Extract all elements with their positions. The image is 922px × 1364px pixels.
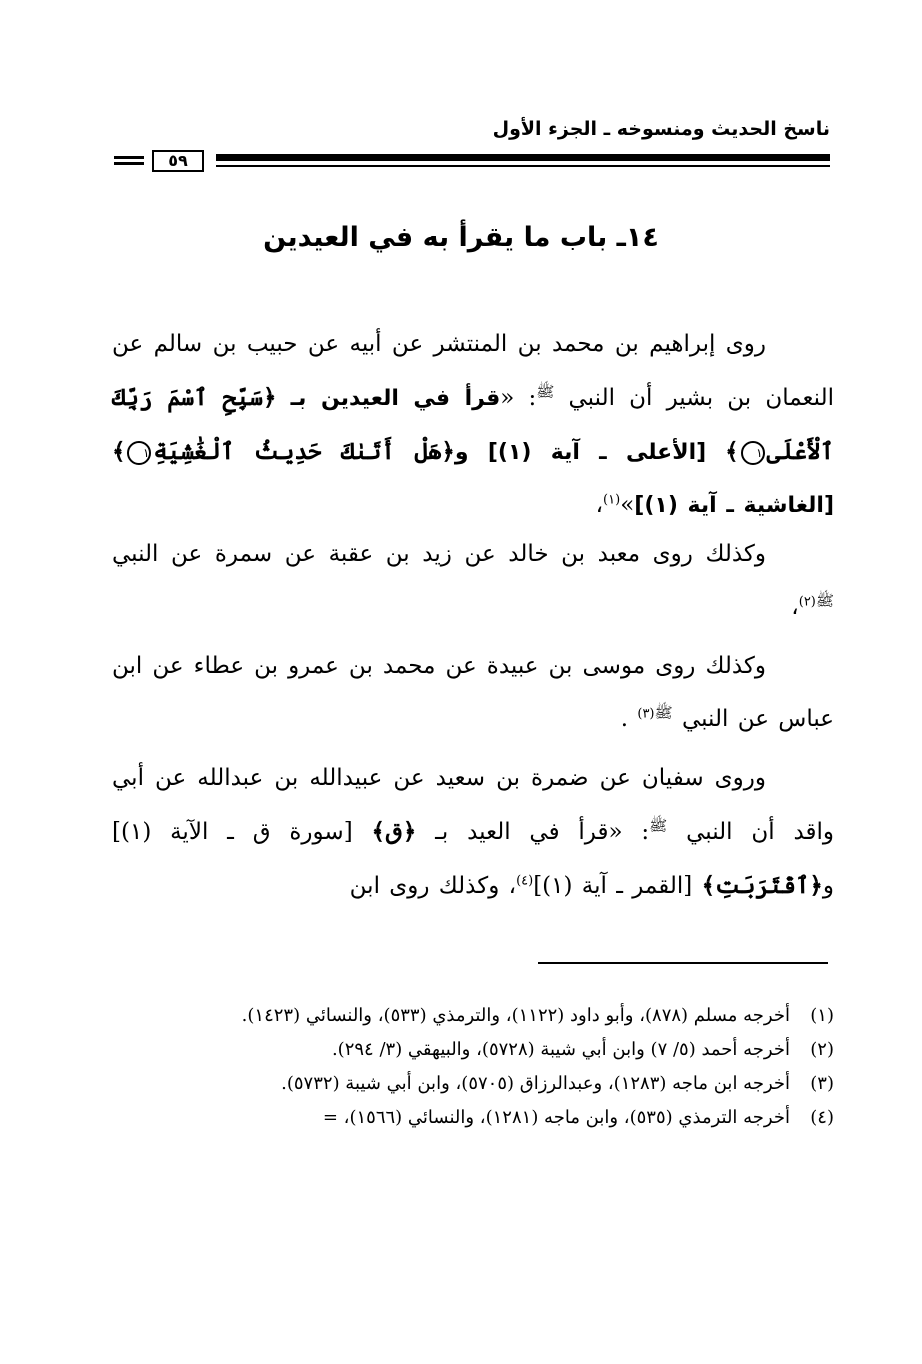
footnote-item [116,1034,834,1065]
paragraph-1 [112,318,834,532]
text: : «قرأ في العيد بـ [435,819,650,845]
text: ، [595,492,604,518]
text: وروى سفيان عن ضمرة بن سعيد عن عبيدالله بن عبدالله عن أبي واقد أن النبي [112,765,835,845]
ayah-marker: ١ [127,441,151,465]
bold-quote: [الغاشية ـ آية (١)] [634,493,834,518]
footnote-text: أخرجه أحمد (٥/ ٧) وابن أبي شيبة (٥٧٢٨)، والبيهقي (٣/ ٢٩٤). [331,1039,790,1060]
quran-quote: ﴿هَلْ أَتَىٰكَ حَدِيثُ ٱلْغَٰشِيَةِ [153,438,455,465]
salawat-mark: ﷺ [649,816,668,835]
footnote-item [116,1102,834,1133]
footnote-text: أخرجه مسلم (٨٧٨)، وأبو داود (١١٢٢)، والترمذي (٥٣٣)، والنسائي (١٤٢٣). [241,1005,790,1026]
footnote-text: أخرجه الترمذي (٥٣٥)، وابن ماجه (١٢٨١)، والنسائي (١٥٦٦)، = [322,1107,790,1128]
page-number: ٥٩ [152,150,204,172]
footnote-number: (١) [810,1005,834,1026]
bold-quote: [الأعلى ـ آية (١)] و [454,440,707,465]
quran-quote: ﴿ٱقْتَرَبَتِ﴾ [701,872,823,899]
footnote-item [116,1068,834,1099]
footnote-separator [538,962,828,964]
paragraph-3 [112,640,834,746]
quran-quote: ﴿سَبِّحِ ٱسْمَ رَبِّكَ ٱلْأَعْلَى [112,384,834,465]
text: . [620,706,629,732]
chapter-title: ١٤ـ باب ما يقرأ به في العيدين [263,222,659,253]
text: وكذلك روى معبد بن خالد عن زيد بن عقبة عن سمرة عن النبي [112,541,766,567]
footnote-number: (٣) [810,1073,834,1094]
quran-quote: ﴿ق﴾ [371,818,417,845]
paragraph-4 [112,752,834,913]
paragraph-2 [112,528,834,634]
bold-quote: قرأ في العيدين بـ [290,386,501,411]
running-title: ناسخ الحديث ومنسوخه ـ الجزء الأول [492,118,830,140]
footnotes [116,1000,834,1136]
text: [سورة ق ـ الآية (١)] و [112,819,834,899]
salawat-mark: ﷺ [536,382,555,401]
footnote-text: أخرجه ابن ماجه (١٢٨٣)، وعبدالرزاق (٥٧٠٥)، وابن أبي شيبة (٥٧٣٢). [281,1073,790,1094]
header-rule-thin [216,165,830,167]
footnote-item [116,1000,834,1031]
ayah-marker: ١ [741,441,765,465]
text: روى إبراهيم بن محمد بن المنتشر عن أبيه عن حبيب بن سالم عن النعمان بن بشير أن النبي [112,331,834,411]
header-ornament [114,156,144,168]
salawat-mark: ﷺ [654,703,673,722]
text: [القمر ـ آية (١)] [533,873,693,899]
header-rule [114,150,830,174]
text: : « [500,385,537,411]
footnote-number: (٤) [810,1107,834,1128]
text: ، وكذلك روى ابن [349,873,517,899]
footnote-ref: (٤) [516,873,534,889]
footnote-ref: (٢) [798,594,816,610]
text: ، [791,594,799,620]
footnote-number: (٢) [810,1039,834,1060]
footnote-ref: (١) [603,492,621,508]
text: » [620,492,635,518]
header-rule-thick [216,154,830,161]
quran-bracket: ﴾ [725,438,739,465]
footnote-ref: (٣) [637,706,655,722]
text: وكذلك روى موسى بن عبيدة عن محمد بن عمرو بن عطاء عن ابن عباس عن النبي [112,653,834,732]
quran-bracket: ﴾ [112,438,126,465]
salawat-mark: ﷺ [815,591,834,610]
